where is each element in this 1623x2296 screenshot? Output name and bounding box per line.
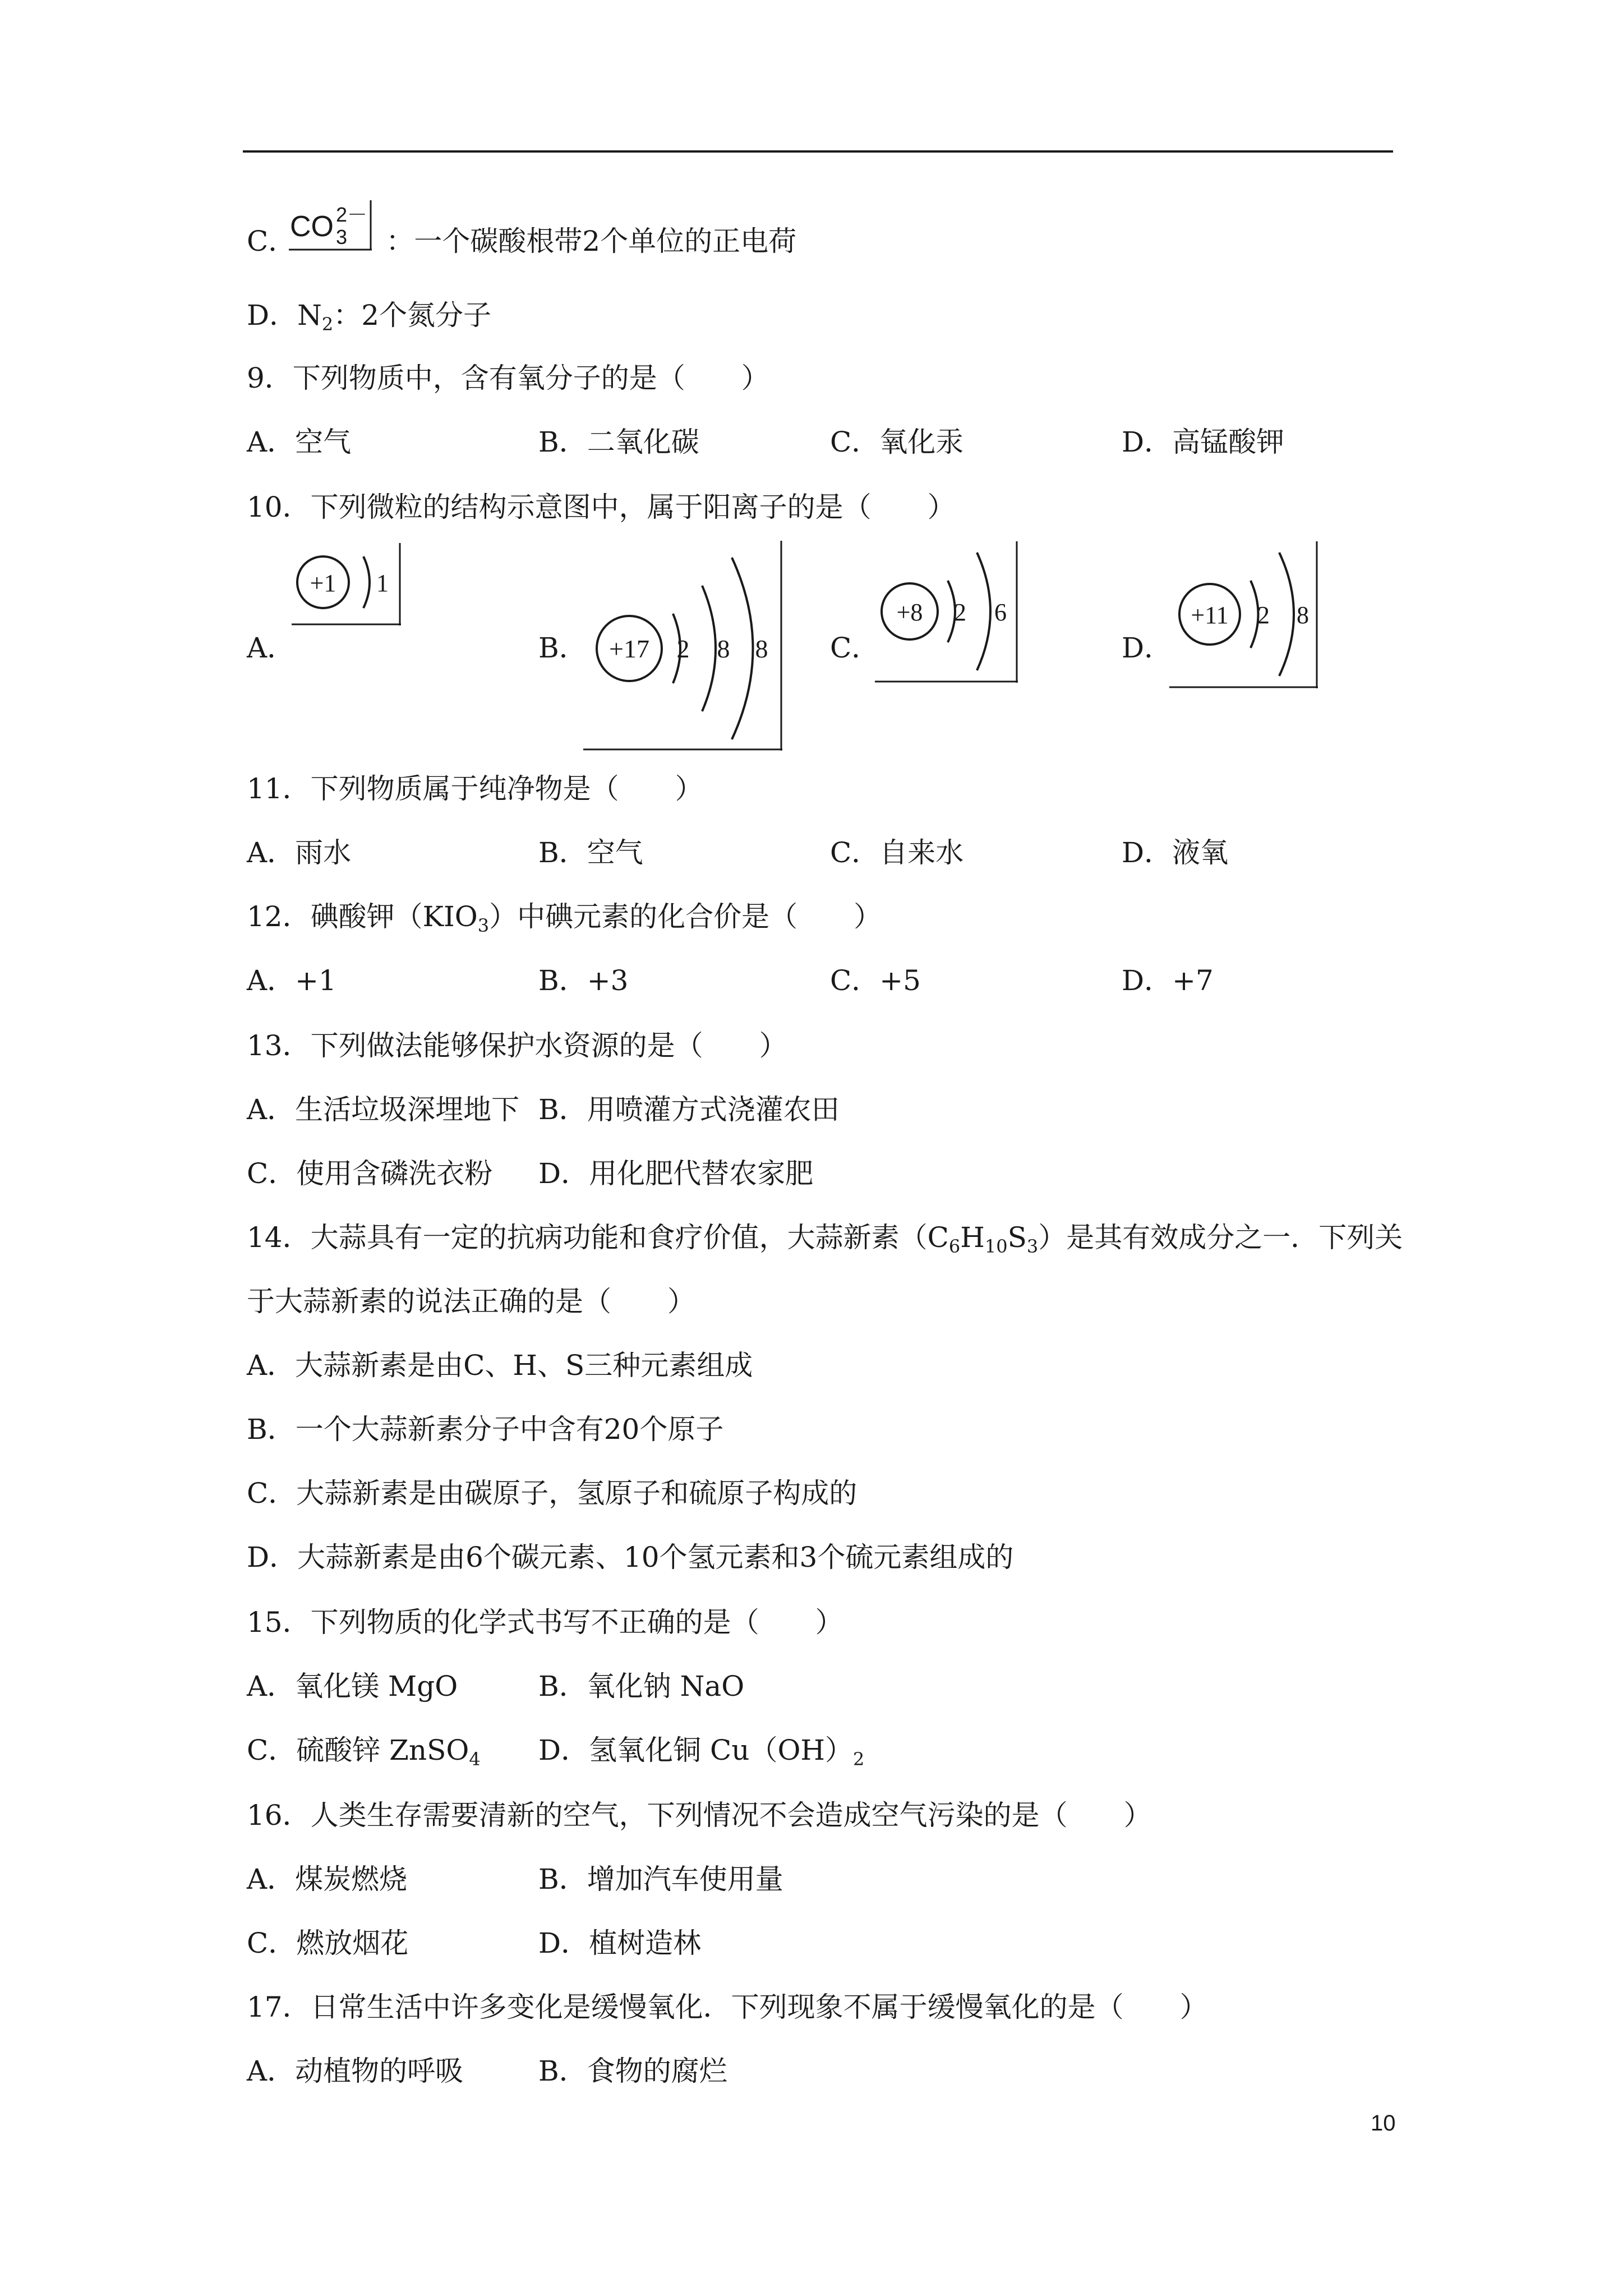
q8-c-text: ：一个碳酸根带2个单位的正电荷 (386, 225, 797, 257)
q10-label-b: B． (538, 632, 587, 664)
q8-d-label: D． (247, 299, 298, 332)
atom-c-nucleus: +8 (896, 599, 923, 626)
q12-option-b: B．+3 (538, 964, 629, 997)
q11-option-a: A．雨水 (247, 836, 352, 869)
atom-diagram-b (583, 541, 785, 753)
q16-option-b: B．增加汽车使用量 (538, 1863, 783, 1895)
atom-a-shell-1: 1 (376, 569, 389, 597)
q14-stem-line1 (247, 1221, 1403, 1257)
q17-option-a: A．动植物的呼吸 (247, 2055, 464, 2087)
q13-option-b: B．用喷灌方式浇灌农田 (538, 1093, 840, 1126)
q15-option-a: A．氧化镁 MgO (247, 1670, 458, 1703)
co3-sub: 3 (336, 226, 348, 249)
atom-b-shell-2: 8 (717, 634, 730, 663)
q10-stem: 10．下列微粒的结构示意图中，属于阳离子的是（ ） (247, 491, 956, 523)
header-rule (243, 150, 1393, 153)
atom-d-shell-2: 8 (1297, 601, 1309, 629)
q14-option-b: B．一个大蒜新素分子中含有20个原子 (247, 1413, 724, 1446)
atom-b-shell-3: 8 (755, 634, 768, 663)
q11-stem: 11．下列物质属于纯净物是（ ） (247, 772, 703, 805)
atom-d-shell-1: 2 (1257, 601, 1270, 629)
atom-b-nucleus: +17 (609, 634, 649, 663)
q14-option-a: A．大蒜新素是由C、H、S三种元素组成 (247, 1349, 753, 1382)
q14-h: H (960, 1221, 985, 1254)
q14-stem-pre: 14．大蒜具有一定的抗病功能和食疗价值，大蒜新素（C (247, 1221, 949, 1254)
q8-d-sub: 2 (321, 314, 334, 335)
q9-option-d: D．高锰酸钾 (1122, 426, 1285, 458)
q12-stem-pre: 12．碘酸钾（KIO (247, 900, 478, 933)
q17-option-b: B．食物的腐烂 (538, 2055, 727, 2087)
atom-d-nucleus: +11 (1191, 601, 1229, 629)
q13-option-d: D．用化肥代替农家肥 (538, 1157, 814, 1190)
q12-stem-sub: 3 (477, 915, 490, 936)
q15-option-b: B．氧化钠 NaO (538, 1670, 745, 1703)
atom-a-nucleus: +1 (310, 569, 336, 597)
q9-option-b: B．二氧化碳 (538, 426, 699, 458)
q14-stem-line2: 于大蒜新素的说法正确的是（ ） (247, 1285, 695, 1318)
atom-diagram-a (292, 543, 404, 627)
q9-option-a: A．空气 (247, 426, 352, 458)
q14-s: S (1007, 1221, 1027, 1254)
q8-d-text: ：2个氮分子 (333, 299, 492, 332)
q9-option-c: C．氧化汞 (830, 426, 964, 458)
q13-stem: 13．下列做法能够保护水资源的是（ ） (247, 1029, 787, 1062)
q12-option-c: C．+5 (830, 964, 921, 997)
q13-option-c: C．使用含磷洗衣粉 (247, 1157, 493, 1190)
q16-option-a: A．煤炭燃烧 (247, 1863, 408, 1895)
co3-base: CO (290, 210, 334, 243)
q15-option-c (247, 1733, 481, 1770)
q10-label-d: D． (1122, 632, 1173, 664)
atom-c-shell-1: 2 (954, 599, 966, 626)
atom-diagram-d (1169, 541, 1321, 690)
q10-label-a: A． (247, 632, 296, 664)
q14-sub-c: 6 (948, 1236, 961, 1257)
q15-c-sub: 4 (469, 1749, 481, 1770)
q12-stem (247, 900, 882, 936)
q16-option-c: C．燃放烟花 (247, 1927, 409, 1959)
q15-option-d (538, 1733, 865, 1770)
carbonate-ion-image (289, 199, 373, 251)
q16-stem: 16．人类生存需要清新的空气，下列情况不会造成空气污染的是（ ） (247, 1799, 1152, 1832)
q14-option-c: C．大蒜新素是由碳原子，氢原子和硫原子构成的 (247, 1477, 857, 1510)
q15-d-sub: 2 (853, 1749, 865, 1770)
q16-option-d: D．植树造林 (538, 1927, 702, 1959)
q13-option-a: A．生活垃圾深埋地下 (247, 1093, 520, 1126)
q11-option-d: D．液氧 (1122, 836, 1229, 869)
q10-label-c: C． (830, 632, 880, 664)
co3-charge: 2－ (336, 203, 368, 226)
q11-option-b: B．空气 (538, 836, 643, 869)
q15-stem: 15．下列物质的化学式书写不正确的是（ ） (247, 1606, 843, 1639)
q12-option-d: D．+7 (1122, 964, 1214, 997)
q14-option-d: D．大蒜新素是由6个碳元素、10个氢元素和3个硫元素组成的 (247, 1541, 1014, 1573)
q12-option-a: A．+1 (247, 964, 336, 997)
atom-diagram-c (875, 541, 1021, 684)
q12-stem-post: ）中碘元素的化合价是（ ） (489, 900, 882, 933)
atom-c-shell-2: 6 (994, 599, 1007, 626)
q15-d-text: D．氢氧化铜 Cu（OH） (538, 1734, 854, 1766)
page-number: 10 (1371, 2111, 1396, 2136)
q17-stem: 17．日常生活中许多变化是缓慢氧化．下列现象不属于缓慢氧化的是（ ） (247, 1991, 1208, 2023)
q9-stem: 9．下列物质中，含有氧分子的是（ ） (247, 362, 769, 394)
q15-c-text: C．硫酸锌 ZnSO (247, 1734, 469, 1766)
q8-c-label: C． (247, 225, 297, 257)
q11-option-c: C．自来水 (830, 836, 964, 869)
q14-sub-h: 10 (984, 1236, 1008, 1257)
atom-b-shell-1: 2 (676, 634, 690, 663)
q14-stem-post: ）是其有效成分之一．下列关 (1038, 1221, 1403, 1254)
q8-d-formula: N (297, 299, 322, 332)
q8-option-d (247, 298, 492, 335)
q14-sub-s: 3 (1026, 1236, 1039, 1257)
